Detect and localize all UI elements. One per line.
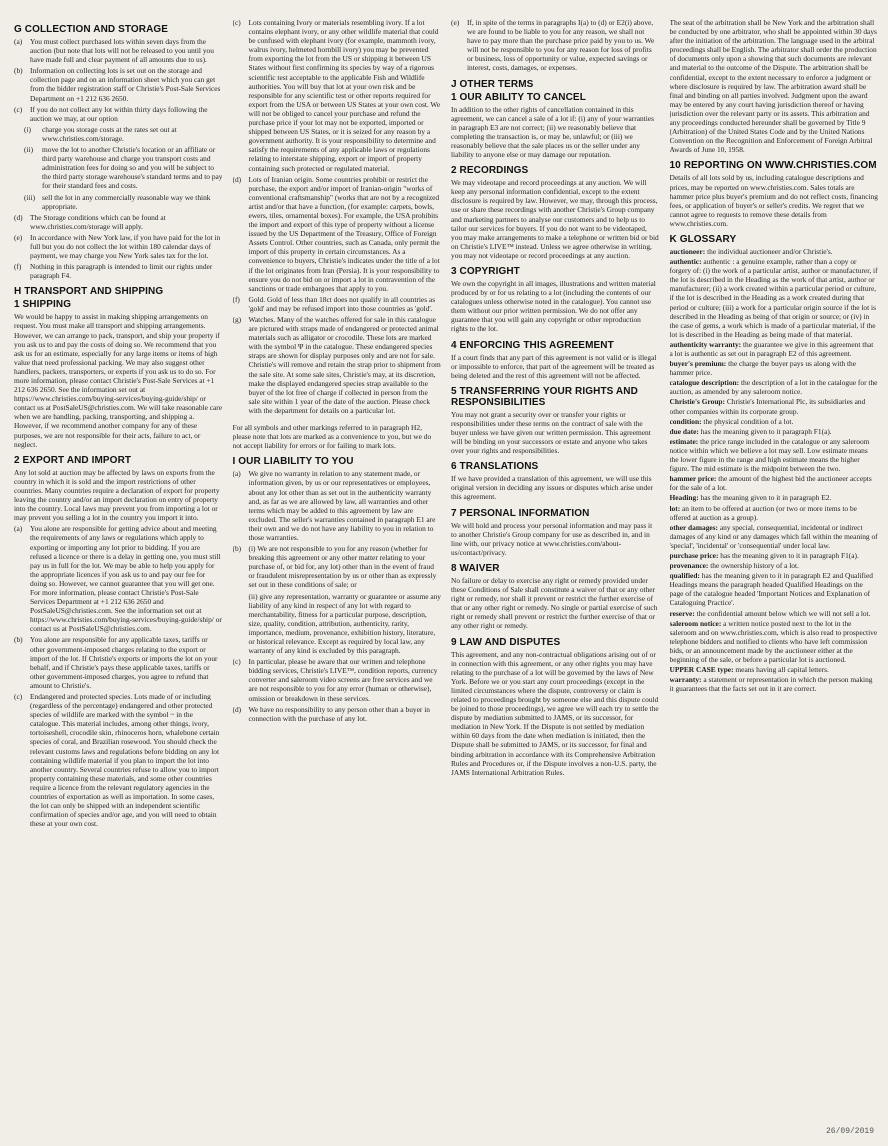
glossary-term: saleroom notice:: [669, 618, 722, 628]
paragraph: The seat of the arbitration shall be New York and the arbitration shall be conducted by one arbitrator, who shall be appointed within 30 days after the initiation of the arbitration. The language used in the arbitral proceedings shall be English. The arbitrator shall order the production of documents only upon a showing that such documents are relevant and material to the outcome of the Dispute. The arbitration shall be confidential, except to the extent necessary to enforce a judgment or where disclosure is required by law. The arbitration award shall be final and binding on all parties involved. Judgment upon the award may be entered by any court having jurisdiction thereof or having jurisdiction over the relevant party or its assets. This arbitration and any proceedings conducted hereunder shall be governed by Title 9 (Arbitration) of the United States Code and by the United Nations Convention on the Recognition and Enforcement of Foreign Arbitral Awards of June 10, 1958.: [669, 18, 877, 155]
glossary-definition: an item to be offered at auction (or two or more items to be offered at auction as a group).: [669, 503, 857, 522]
glossary-entry: [670, 340, 879, 358]
item-text: (i) We are not responsible to you for any reason (whether for breaking this agreement or any other matter relating to your purchase of, or bid for, any lot) other than in the event of fraud or fraudulent misrepresentation by us or other than as expressly set out in these conditions of sale; or: [248, 544, 437, 590]
item-text: Lots of Iranian origin. Some countries prohibit or restrict the purchase, the export and/or import of Iranian-origin "works of conventional craftsmanship" (works that are not by a recognized artist and/or that have a function, (for example: carpets, bowls, ewers, tiles, ornamental boxes). For example, the USA prohibits the import and export of this type of property without a license issued by the US Department of the Treasury, Office of Foreign Assets Control. Other countries, such as Canada, only permit the import of this property in certain circumstances. As a convenience to buyers, Christie's indicates under the title of a lot if the lot originates from Iran (Persia). It is your responsibility to ensure you do not bid on or import a lot in contravention of the sanctions or trade embargoes that apply to you.: [248, 174, 440, 293]
list-item: [24, 193, 223, 211]
item-label: (a): [232, 469, 241, 479]
section-heading: G COLLECTION AND STORAGE: [14, 24, 169, 35]
paragraph: If a court finds that any part of this agreement is not valid or is illegal or impossible to enforce, that part of the agreement will be treated as being deleted and the rest of this agreement will not be affected.: [451, 352, 657, 380]
list-item: [14, 233, 223, 260]
collection-subitems: [14, 125, 223, 211]
glossary-definition: the amount of the highest bid the auctioneer accepts for the sale of a lot.: [669, 474, 872, 493]
collection-items: [14, 37, 223, 123]
glossary-definition: the physical condition of a lot.: [703, 416, 794, 426]
item-text: We give no warranty in relation to any statement made, or information given, by us or our representatives or employees, about any lot other than as set out in the authenticity warranty and, as far as we are allowed by law, all warranties and other terms which may be added to this agreement by law are excluded. The seller's warranties contained in paragraph E1 are their own and we do not have any liability to you in relation to those warranties.: [248, 469, 436, 542]
paragraph: We will hold and process your personal information and may pass it to another Christie's Group company for use as described in, and in line with, our privacy notice at www.christies.com/about-us/contact/privacy.: [451, 520, 653, 557]
glossary-entry: [670, 571, 879, 607]
paragraph: You may not grant a security over or transfer your rights or responsibilities under these terms on the contract of sale with the buyer unless we have given our written permission. This agreement will be binding on your successors or estate and anyone who takes over your rights and responsibilities.: [451, 409, 651, 456]
list-item: [233, 315, 442, 415]
item-label: (c): [232, 657, 241, 667]
glossary-term: qualified:: [669, 571, 700, 581]
subsection-heading: 5 TRANSFERRING YOUR RIGHTS AND RESPONSIBILITIES: [451, 385, 638, 408]
glossary-term: purchase price:: [669, 550, 719, 560]
date-stamp: 26/09/2019: [825, 1127, 874, 1136]
glossary-definition: Christie's International Plc, its subsidiaries and other companies within its corporate group.: [669, 397, 866, 416]
column-1: [14, 18, 223, 1136]
glossary-entry: [670, 675, 879, 693]
glossary-term: warranty:: [669, 675, 702, 685]
item-text: In accordance with New York law, if you have paid for the lot in full but you do not collect the lot within 180 calendar days of payment, we may charge you New York sales tax for the lot.: [30, 232, 221, 261]
list-item: [14, 524, 223, 633]
item-text: You alone are responsible for any applicable taxes, tariffs or other government-imposed charges relating to the export or import of the lot. If Christie's exports or imports the lot on your behalf, and if Christie's pays these applicable taxes, tariffs or other government-imposed charges, you agree to refund that amount to Christie's.: [30, 635, 218, 690]
glossary-entry: [670, 417, 879, 426]
paragraph: For all symbols and other markings referred to in paragraph H2, please note that lots are marked as a convenience to you, but we do not accept liability for errors or for failing to mark lots.: [232, 423, 432, 451]
list-item: [451, 18, 660, 73]
list-item: [14, 692, 223, 828]
collection-items-cont: [14, 213, 223, 281]
glossary-definition: a written notice posted next to the lot in the saleroom and on www.christies.com, which is also read to prospective telephone bidders and notified to clients who have left commission bids, or an announcement made by the auctioneer either at the beginning of the sale, or before a particular lot is auctioned.: [669, 618, 878, 664]
subsection-heading: 1 OUR ABILITY TO CANCEL: [451, 91, 586, 103]
list-item: [14, 635, 223, 690]
item-text: Nothing in this paragraph is intended to limit our rights under paragraph F4.: [30, 262, 213, 281]
item-text: If you do not collect any lot within thirty days following the auction we may, at our option: [30, 104, 208, 123]
glossary-definition: has the meaning given to it paragraph F1(a).: [700, 426, 832, 436]
item-label: (iii): [24, 192, 36, 202]
item-label: (b): [14, 66, 23, 76]
subsection-heading: 10 REPORTING ON WWW.CHRISTIES.COM: [669, 160, 877, 172]
glossary-definition: has the meaning given to it in paragraph F1(a).: [720, 550, 859, 560]
subsection-heading: 3 COPYRIGHT: [451, 265, 520, 277]
glossary-entry: [670, 474, 879, 492]
section-heading: K GLOSSARY: [669, 233, 737, 245]
paragraph: Any lot sold at auction may be affected by laws on exports from the country in which it is sold and the import restrictions of other countries. Many countries require a declaration of export for property leaving the country and/or an import declaration on entry of property into the country. Local laws may prevent you from importing a lot or may prevent you selling a lot in the country you import it into.: [14, 467, 220, 523]
item-label: (d): [232, 704, 242, 714]
glossary-term: hammer price:: [669, 474, 717, 484]
glossary-definition: the ownership history of a lot.: [710, 561, 799, 571]
list-item: [233, 705, 442, 723]
subsection-heading: 8 WAIVER: [451, 562, 500, 574]
glossary-term: provenance:: [669, 561, 709, 571]
item-label: [233, 592, 245, 656]
item-label: (e): [14, 232, 23, 242]
glossary-entry: [670, 247, 879, 256]
glossary-entry: [670, 619, 879, 664]
list-item: [24, 145, 223, 190]
item-label: (d): [14, 212, 23, 222]
item-text: In particular, please be aware that our written and telephone bidding services, Christie's LIVE™, condition reports, currency converter and saleroom video screens are free services and we are not responsible to you for any error (human or otherwise), omission or breakdown in these services.: [248, 657, 438, 703]
item-text: We have no responsibility to any person other than a buyer in connection with the purchase of any lot.: [248, 704, 430, 723]
glossary-definition: authentic : a genuine example, rather than a copy or forgery of: (i) the work of a particular artist, author or manufacturer, if the lot is described in the Heading as the work of that artist, author or manufacturer; (ii) a work created within a particular period or culture, if the lot is described in the Heading as a work created during that period or culture; (iii) a work for a particular origin source if the lot is described in the Heading as being of that origin or source; or (iv) in the case of gems, a work which is made of a particular material, if the lot is described in the Heading as being made of that material.: [669, 257, 878, 339]
item-label: (i): [24, 124, 31, 134]
list-item: [233, 18, 442, 173]
list-item: [14, 262, 223, 280]
item-label: (c): [14, 692, 23, 701]
column-3: [451, 18, 660, 1136]
glossary-term: auctioneer:: [669, 246, 706, 256]
list-item: [233, 657, 442, 702]
paragraph: We would be happy to assist in making shipping arrangements on request. You must make all transport and shipping arrangements. However, we can arrange to pack, transport, and ship your property if you ask us to and pay the costs of doing so. We recommend that you ask us for an estimate, especially for any large items or items of high value that need professional packing. We may also suggest other handlers, packers, transporters, or experts if you ask us to do so. For more information, please contact Christie's Post-Sale Services at +1 212 636 2650. See the information set out at https://www.christies.com/buying-services/buying-guide/ship/ or contact us at PostSaleUS@christies.com. We will take reasonable care when we are handling, packing, transporting, and shipping a. However, if we recommend another company for any of these purposes, we are not responsible for their acts, failure to act, or neglect.: [14, 312, 223, 449]
glossary-term: authentic:: [669, 257, 702, 267]
item-label: (d): [232, 174, 242, 184]
list-item: [233, 295, 442, 313]
glossary-entry: [670, 437, 879, 473]
paragraph: Details of all lots sold by us, including catalogue descriptions and prices, may be reported on www.christies.com. Sales totals are hammer price plus buyer's premium and do not reflect costs, financing fees, or application of buyer's or seller's credits. We regret that we cannot agree to requests to remove these details from www.christies.com.: [669, 173, 878, 228]
glossary-term: condition:: [669, 416, 702, 426]
item-text: Information on collecting lots is set out on the storage and collection page and on an information sheet which you can get from the bidder registration staff or Christie's Post-Sale Services Department on +1 212 636 2650.: [30, 66, 221, 103]
item-label: (f): [14, 262, 22, 272]
subsection-heading: 1 SHIPPING: [14, 299, 72, 311]
subsection-heading: 9 LAW AND DISPUTES: [451, 636, 561, 648]
glossary-definition: the guarantee we give in this agreement that a lot is authentic as set out in paragraph E2 of this agreement.: [669, 339, 874, 358]
paragraph: In addition to the other rights of cancellation contained in this agreement, we can cancel a sale of a lot if: (i) any of your warranties in paragraph E3 are not correct; (ii) we reasonably believe that completing the transaction is, or may be, unlawful; or (iii) we reasonably believe that the sale places us or the seller under any liability to anyone else or may damage our reputation.: [451, 104, 654, 160]
paragraph: This agreement, and any non-contractual obligations arising out of or in connection with this agreement, or any other rights you may have relating to the purchase of a lot will be governed by the laws of New York. Before we or you start any court proceedings (except in the limited circumstances where the dispute, controversy or claim is related to proceedings brought by someone else and this dispute could be joined to those proceedings), we agree we will each try to settle the dispute by mediation submitted to JAMS, or its successor, for mediation in New York. If the Dispute is not settled by mediation within 60 days from the date when mediation is initiated, then the Dispute shall be submitted to JAMS, or its successor, for final and binding arbitration in accordance with its Comprehensive Arbitration Rules and Procedures or, if the Dispute involves a non-U.S. party, the JAMS International Arbitration Rules.: [451, 649, 659, 777]
paragraph: If we have provided a translation of this agreement, we will use this original version in deciding any issues or disputes which arise under this agreement.: [451, 474, 653, 502]
section-heading: J OTHER TERMS: [451, 78, 534, 90]
glossary-definition: has the meaning given to it in paragraph E2.: [700, 493, 832, 503]
liability-items-cont: [451, 18, 660, 73]
glossary-definition: the charge the buyer pays us along with the hammer price.: [669, 359, 857, 378]
item-text: (ii) give any representation, warranty or guarantee or assume any liability of any kind in respect of any lot with regard to merchantability, fitness for a particular purpose, description, size, quality, condition, attribution, authenticity, rarity, importance, medium, provenance, exhibition history, literature, or historical relevance. Except as required by local law, any warranty of any kind is excluded by this paragraph.: [248, 591, 441, 656]
glossary-entry: [670, 378, 879, 396]
subsection-heading: 7 PERSONAL INFORMATION: [451, 507, 590, 519]
glossary-term: UPPER CASE type:: [669, 665, 734, 675]
item-label: (b): [14, 635, 23, 645]
glossary-term: reserve:: [669, 608, 695, 618]
item-text: You alone are responsible for getting advice about and meeting the requirements of any laws or regulations which apply to exporting or importing any lot prior to bidding. If you are refused a licence or there is a delay in getting one, you must still pay us in full for the lot. We may be able to help you apply for the appropriate licences if you ask us to and pay our fee for doing so. However, we cannot guarantee that you will get one. For more information, please contact Christie's Post-Sale Services Department at +1 212 636 2650 and PostSaleUS@christies.com. See the information set out at https://www.christies.com/buying-services/buying-guide/ship/ or contact us at PostSaleUS@christies.com.: [30, 524, 222, 634]
glossary-entry: [670, 359, 879, 377]
list-item: [14, 66, 223, 102]
section-heading: H TRANSPORT AND SHIPPING: [14, 286, 164, 298]
item-label: (b): [232, 544, 242, 554]
glossary-term: authenticity warranty:: [669, 339, 742, 349]
item-text: You must collect purchased lots within seven days from the auction (but note that lots will not be released to you until you have made full and clear payment of all amounts due to us).: [30, 37, 214, 65]
list-item: [14, 213, 223, 231]
item-label: (f): [232, 294, 240, 304]
item-text: charge you storage costs at the rates set out at www.christies.com/storage.: [42, 124, 177, 143]
glossary-definition: a statement or representation in which the person making it guarantees that the facts set out in it are correct.: [669, 675, 873, 694]
glossary-definition: any special, consequential, incidental or indirect damages of any kind or any damages which fall within the meaning of 'special', 'incidental' or 'consequential' under local law.: [669, 522, 878, 550]
item-label: (a): [14, 524, 23, 534]
glossary-entry: [670, 523, 879, 550]
item-label: (ii): [24, 145, 34, 155]
export-items-cont: [233, 18, 442, 415]
paragraph: No failure or delay to exercise any right or remedy provided under these Conditions of Sale shall constitute a waiver of that or any other right or remedy, nor shall it prevent or restrict the further exercise of that or any other right or remedy. No single or partial exercise of such right or remedy shall prevent or restrict the further exercise of that or any other right or remedy.: [451, 575, 658, 631]
glossary-entry: [670, 551, 879, 560]
item-text: Watches. Many of the watches offered for sale in this catalogue are pictured with straps made of endangered or protected animal materials such as alligator or crocodile. These lots are marked with the symbol Ψ in the catalogue. These endangered species straps are shown for display purposes only and are not for sale. Christie's will remove and retain the strap prior to shipment from the sale site. At some sale sites, Christie's may, at its discretion, make the displayed endangered species strap available to the buyer of the lot free of charge if collected in person from the sale site within 1 year of the date of the auction. Please check with the department for details on a particular lot.: [248, 315, 441, 415]
item-text: Endangered and protected species. Lots made of or including (regardless of the percentage) endangered and other protected species of wildlife are marked with the symbol ~ in the catalogue. This material includes, among other things, ivory, tortoiseshell, crocodile skin, rhinoceros horn, whalebone certain species of coral, and Brazilian rosewood. You should check the relevant customs laws and regulations before bidding on any lot containing wildlife material if you plan to import the lot into another country. Several countries refuse to allow you to import property containing these materials, and some other countries require a licence from the relevant regulatory agencies in the countries of exportation as well as importation. In some cases, the lot can only be shipped with an independent scientific confirmation of species and/or age, and you will need to obtain these at your own cost.: [30, 692, 220, 829]
glossary-entry: [670, 493, 879, 502]
item-text: sell the lot in any commercially reasonable way we think appropriate.: [42, 192, 211, 211]
paragraph: We own the copyright in all images, illustrations and written material produced by or for us relating to a lot (including the contents of our catalogues unless otherwise noted in the catalogue). You cannot use them without our prior written permission. We do not offer any guarantee that you will gain any copyright or other reproduction rights to the lot.: [451, 278, 656, 334]
paragraph: We may videotape and record proceedings at any auction. We will keep any personal information confidential, except to the extent disclosure is required by law. However, we may, through this process, use or share these recordings with another Christie's Group company and marketing partners to analyse our customers and to help us to tailor our services for buyers. If you do not want to be videotaped, you may make arrangements to make a telephone or written bid or bid on Christie's LIVE™ instead. Unless we agree otherwise in writing, you may not videotape or record proceedings at any auction.: [451, 178, 659, 260]
glossary-term: Christie's Group:: [669, 397, 726, 407]
item-text: If, in spite of the terms in paragraphs I(a) to (d) or E2(i) above, we are found to be liable to you for any reason, we shall not have to pay more than the purchase price paid by you to us. We will not be responsible to you for any reason for loss of profits or business, loss of opportunity or value, expected savings or interest, costs, damages, or expenses.: [467, 18, 655, 73]
list-item: [233, 592, 442, 656]
glossary-entry: [670, 257, 879, 339]
glossary-definition: means having all capital letters.: [735, 665, 829, 675]
subsection-heading: 2 RECORDINGS: [451, 165, 529, 177]
item-label: (c): [14, 104, 23, 114]
item-text: move the lot to another Christie's location or an affiliate or third party warehouse and charge you transport costs and administration fees for doing so and you will be subject to the third party storage warehouse's standard terms and to pay for their standard fees and costs.: [42, 145, 223, 191]
glossary-definition: has the meaning given to it in paragraph E2 and Qualified Headings means the paragraph headed Qualified Headings on the page of the catalogue headed 'Important Notices and Explanation of Cataloguing Practice'.: [669, 571, 873, 608]
glossary-entry: [670, 665, 879, 674]
glossary-definition: the individual auctioneer and/or Christie's.: [707, 246, 833, 256]
subsection-heading: 4 ENFORCING THIS AGREEMENT: [451, 339, 614, 351]
list-item: [14, 37, 223, 64]
glossary-entry: [670, 561, 879, 570]
item-text: The Storage conditions which can be found at www.christies.com/storage will apply.: [30, 212, 166, 231]
item-label: (a): [14, 37, 23, 46]
glossary-list: [670, 247, 879, 693]
glossary-definition: the price range included in the catalogue or any saleroom notice within which we believe a lot may sell. Low estimate means the lower figure in the range and high estimate means the higher figure. The mid estimate is the midpoint between the two.: [669, 436, 870, 474]
subsection-heading: 6 TRANSLATIONS: [451, 461, 539, 473]
glossary-entry: [670, 397, 879, 415]
list-item: [233, 175, 442, 293]
glossary-entry: [670, 504, 879, 522]
glossary-term: catalogue description:: [669, 378, 740, 388]
glossary-term: other damages:: [669, 522, 719, 532]
glossary-definition: the confidential amount below which we will not sell a lot.: [696, 608, 871, 618]
glossary-entry: [670, 427, 879, 436]
list-item: [14, 105, 223, 123]
column-4: [670, 18, 879, 1136]
glossary-term: buyer's premium:: [669, 359, 727, 369]
glossary-term: estimate:: [669, 436, 699, 446]
glossary-term: Heading:: [669, 493, 699, 503]
item-label: (e): [451, 18, 460, 27]
item-label: (g): [232, 315, 242, 324]
list-item: [233, 469, 442, 542]
section-heading: I OUR LIABILITY TO YOU: [232, 456, 354, 468]
glossary-entry: [670, 609, 879, 618]
subsection-heading: 2 EXPORT AND IMPORT: [14, 454, 132, 466]
list-item: [233, 544, 442, 589]
item-text: Lots containing Ivory or materials resembling ivory. If a lot contains elephant ivory, or any other wildlife material that could be confused with elephant ivory (for example, mammoth ivory, walrus ivory, helmeted hornbill ivory) you may be prevented from exporting the lot from the US or shipping it between US States without first confirming its species by way of a rigorous scientific test acceptable to the applicable Fish and Wildlife authorities. You will buy that lot at your own risk and be responsible for any scientific test or other reports required for export from the USA or between US States at your own cost. We will not be obliged to cancel your purchase and refund the purchase price if your lot may not be exported, imported or shipped between US States, or it is seized for any reason by a government authority. It is your responsibility to determine and satisfy the requirements of any applicable laws or regulations relating to interstate shipping, export or import of property containing such protected or regulated material.: [248, 18, 441, 173]
list-item: [24, 125, 223, 143]
export-items: [14, 524, 223, 828]
item-label: (c): [232, 18, 241, 27]
glossary-term: lot:: [669, 503, 681, 513]
item-text: Gold. Gold of less than 18ct does not qualify in all countries as 'gold' and may be refused import into those countries as 'gold'.: [248, 294, 436, 313]
glossary-term: due date:: [669, 426, 699, 436]
glossary-definition: the description of a lot in the catalogue for the auction, as amended by any saleroom notice.: [669, 378, 878, 397]
column-2: [233, 18, 442, 1136]
liability-items: [233, 469, 442, 723]
